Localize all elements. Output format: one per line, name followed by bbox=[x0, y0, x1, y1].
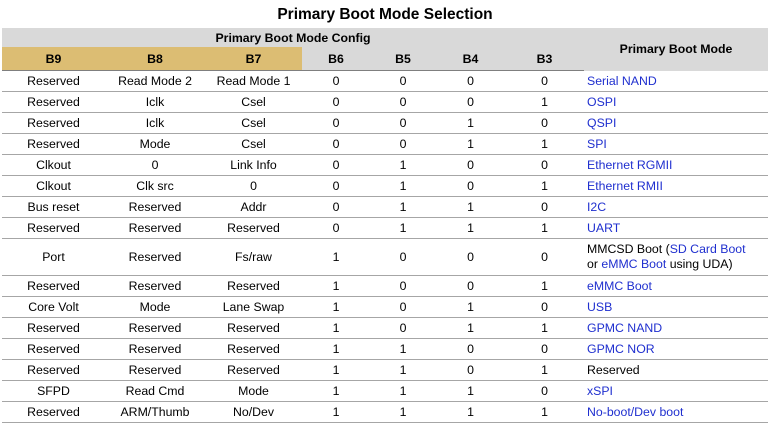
table-cell: 1 bbox=[370, 360, 436, 381]
table-cell: 0 bbox=[436, 339, 505, 360]
table-cell: ARM/Thumb bbox=[105, 402, 205, 423]
table-cell: Csel bbox=[205, 113, 302, 134]
boot-mode-link[interactable]: xSPI bbox=[584, 381, 768, 402]
table-cell: Reserved bbox=[205, 218, 302, 239]
table-row bbox=[2, 381, 768, 402]
table-cell: 1 bbox=[370, 218, 436, 239]
table-row bbox=[2, 92, 768, 113]
table-cell: 1 bbox=[302, 339, 370, 360]
table-cell: 1 bbox=[436, 218, 505, 239]
col-header-b9: B9 bbox=[2, 47, 105, 71]
mode-column-header: Primary Boot Mode bbox=[584, 28, 768, 71]
table-cell: Reserved bbox=[2, 339, 105, 360]
table-cell: No/Dev bbox=[205, 402, 302, 423]
boot-mode-link[interactable]: GPMC NAND bbox=[584, 318, 768, 339]
table-cell: 1 bbox=[436, 197, 505, 218]
table-cell: 1 bbox=[505, 318, 584, 339]
table-cell: Reserved bbox=[205, 276, 302, 297]
boot-mode-cell bbox=[584, 239, 768, 276]
boot-mode-table bbox=[2, 28, 768, 423]
table-cell: 1 bbox=[370, 339, 436, 360]
table-cell: 1 bbox=[370, 402, 436, 423]
table-cell: 0 bbox=[505, 297, 584, 318]
table-row bbox=[2, 134, 768, 155]
col-header-b6: B6 bbox=[302, 47, 370, 71]
boot-mode-link[interactable]: UART bbox=[584, 218, 768, 239]
config-group-header: Primary Boot Mode Config bbox=[2, 28, 584, 47]
table-row bbox=[2, 318, 768, 339]
table-cell: 0 bbox=[505, 239, 584, 276]
table-cell: Read Mode 2 bbox=[105, 71, 205, 92]
table-cell: 1 bbox=[436, 318, 505, 339]
table-cell: 0 bbox=[505, 381, 584, 402]
table-cell: 1 bbox=[370, 197, 436, 218]
table-cell: Clk src bbox=[105, 176, 205, 197]
table-cell: 1 bbox=[505, 360, 584, 381]
table-cell: 0 bbox=[505, 197, 584, 218]
table-row bbox=[2, 71, 768, 92]
table-cell: 0 bbox=[302, 134, 370, 155]
table-row bbox=[2, 339, 768, 360]
table-row bbox=[2, 155, 768, 176]
table-cell: Clkout bbox=[2, 155, 105, 176]
table-cell: Reserved bbox=[2, 71, 105, 92]
table-cell: 0 bbox=[436, 239, 505, 276]
col-header-b5: B5 bbox=[370, 47, 436, 71]
table-cell: Link Info bbox=[205, 155, 302, 176]
boot-mode-link[interactable]: QSPI bbox=[584, 113, 768, 134]
page-title: Primary Boot Mode Selection bbox=[277, 6, 493, 23]
table-cell: Reserved bbox=[2, 360, 105, 381]
sd-card-boot-link[interactable]: SD Card Boot bbox=[669, 242, 746, 256]
table-cell: 1 bbox=[436, 381, 505, 402]
boot-mode-cell: Reserved bbox=[584, 360, 768, 381]
boot-mode-link[interactable]: GPMC NOR bbox=[584, 339, 768, 360]
table-cell: 1 bbox=[505, 402, 584, 423]
table-cell: Reserved bbox=[105, 360, 205, 381]
table-cell: 0 bbox=[370, 134, 436, 155]
table-cell: Core Volt bbox=[2, 297, 105, 318]
table-cell: Reserved bbox=[105, 318, 205, 339]
table-cell: 0 bbox=[370, 92, 436, 113]
table-cell: SFPD bbox=[2, 381, 105, 402]
table-cell: 1 bbox=[436, 297, 505, 318]
table-cell: Reserved bbox=[105, 218, 205, 239]
boot-mode-link[interactable]: eMMC Boot bbox=[584, 276, 768, 297]
table-cell: Addr bbox=[205, 197, 302, 218]
table-cell: Reserved bbox=[2, 218, 105, 239]
table-cell: Reserved bbox=[105, 276, 205, 297]
table-row bbox=[2, 297, 768, 318]
table-cell: 1 bbox=[302, 239, 370, 276]
table-cell: 0 bbox=[436, 176, 505, 197]
table-cell: Lane Swap bbox=[205, 297, 302, 318]
table-cell: Reserved bbox=[105, 197, 205, 218]
boot-mode-link[interactable]: Ethernet RGMII bbox=[584, 155, 768, 176]
table-cell: 1 bbox=[436, 113, 505, 134]
table-cell: 1 bbox=[302, 318, 370, 339]
table-cell: 0 bbox=[436, 71, 505, 92]
table-cell: 1 bbox=[302, 276, 370, 297]
table-cell: Reserved bbox=[205, 318, 302, 339]
col-header-b7: B7 bbox=[205, 47, 302, 71]
table-cell: 0 bbox=[370, 318, 436, 339]
table-cell: 0 bbox=[105, 155, 205, 176]
table-cell: 0 bbox=[436, 92, 505, 113]
table-cell: 0 bbox=[302, 113, 370, 134]
col-header-b4: B4 bbox=[436, 47, 505, 71]
table-row bbox=[2, 239, 768, 276]
table-cell: Iclk bbox=[105, 113, 205, 134]
table-cell: Reserved bbox=[105, 239, 205, 276]
table-cell: 1 bbox=[505, 176, 584, 197]
boot-mode-link[interactable]: Ethernet RMII bbox=[584, 176, 768, 197]
table-cell: 0 bbox=[302, 218, 370, 239]
boot-mode-link[interactable]: SPI bbox=[584, 134, 768, 155]
table-cell: 0 bbox=[302, 92, 370, 113]
table-row bbox=[2, 218, 768, 239]
table-cell: 0 bbox=[302, 71, 370, 92]
table-cell: 0 bbox=[205, 176, 302, 197]
table-cell: Read Mode 1 bbox=[205, 71, 302, 92]
table-cell: Reserved bbox=[205, 360, 302, 381]
table-cell: 1 bbox=[505, 218, 584, 239]
emmc-boot-link[interactable]: eMMC Boot bbox=[601, 257, 667, 271]
table-cell: Reserved bbox=[2, 113, 105, 134]
table-cell: 1 bbox=[302, 360, 370, 381]
table-row bbox=[2, 197, 768, 218]
table-cell: Reserved bbox=[2, 276, 105, 297]
col-header-b3: B3 bbox=[505, 47, 584, 71]
table-cell: Reserved bbox=[105, 339, 205, 360]
boot-mode-text: using UDA) bbox=[666, 257, 733, 271]
boot-mode-link[interactable]: OSPI bbox=[584, 92, 768, 113]
table-cell: Read Cmd bbox=[105, 381, 205, 402]
boot-mode-link[interactable]: No-boot/Dev boot bbox=[584, 402, 768, 423]
table-row bbox=[2, 276, 768, 297]
boot-mode-link[interactable]: I2C bbox=[584, 197, 768, 218]
table-cell: 1 bbox=[505, 276, 584, 297]
table-cell: 1 bbox=[505, 134, 584, 155]
table-cell: 0 bbox=[370, 297, 436, 318]
table-cell: 1 bbox=[505, 92, 584, 113]
table-cell: 0 bbox=[302, 197, 370, 218]
table-cell: 0 bbox=[505, 155, 584, 176]
boot-mode-link[interactable]: USB bbox=[584, 297, 768, 318]
table-cell: 1 bbox=[436, 402, 505, 423]
table-cell: 0 bbox=[302, 155, 370, 176]
table-cell: 1 bbox=[302, 297, 370, 318]
table-cell: 1 bbox=[370, 381, 436, 402]
table-cell: Port bbox=[2, 239, 105, 276]
table-cell: 0 bbox=[370, 71, 436, 92]
table-cell: 0 bbox=[505, 113, 584, 134]
boot-mode-text: MMCSD Boot ( bbox=[587, 242, 670, 256]
table-row bbox=[2, 360, 768, 381]
table-cell: Mode bbox=[105, 134, 205, 155]
table-cell: 0 bbox=[505, 71, 584, 92]
table-row bbox=[2, 402, 768, 423]
table-cell: Mode bbox=[105, 297, 205, 318]
table-cell: Reserved bbox=[2, 92, 105, 113]
table-row bbox=[2, 113, 768, 134]
boot-mode-link[interactable]: Serial NAND bbox=[584, 71, 768, 92]
table-cell: Reserved bbox=[2, 318, 105, 339]
table-cell: Bus reset bbox=[2, 197, 105, 218]
table-cell: 1 bbox=[302, 381, 370, 402]
boot-mode-text: or bbox=[587, 257, 598, 271]
table-cell: 0 bbox=[436, 155, 505, 176]
table-cell: Reserved bbox=[2, 402, 105, 423]
table-cell: Clkout bbox=[2, 176, 105, 197]
table-row bbox=[2, 176, 768, 197]
table-cell: 1 bbox=[370, 155, 436, 176]
table-cell: Reserved bbox=[205, 339, 302, 360]
table-cell: 0 bbox=[370, 239, 436, 276]
table-cell: 0 bbox=[302, 176, 370, 197]
table-cell: Fs/raw bbox=[205, 239, 302, 276]
table-cell: 1 bbox=[302, 402, 370, 423]
table-cell: 0 bbox=[505, 339, 584, 360]
table-cell: Csel bbox=[205, 92, 302, 113]
table-cell: Reserved bbox=[2, 134, 105, 155]
table-cell: Iclk bbox=[105, 92, 205, 113]
table-cell: 0 bbox=[370, 276, 436, 297]
table-cell: 1 bbox=[370, 176, 436, 197]
table-cell: 0 bbox=[370, 113, 436, 134]
table-cell: 0 bbox=[436, 360, 505, 381]
col-header-b8: B8 bbox=[105, 47, 205, 71]
table-cell: 0 bbox=[436, 276, 505, 297]
table-cell: 1 bbox=[436, 134, 505, 155]
table-cell: Csel bbox=[205, 134, 302, 155]
table-cell: Mode bbox=[205, 381, 302, 402]
